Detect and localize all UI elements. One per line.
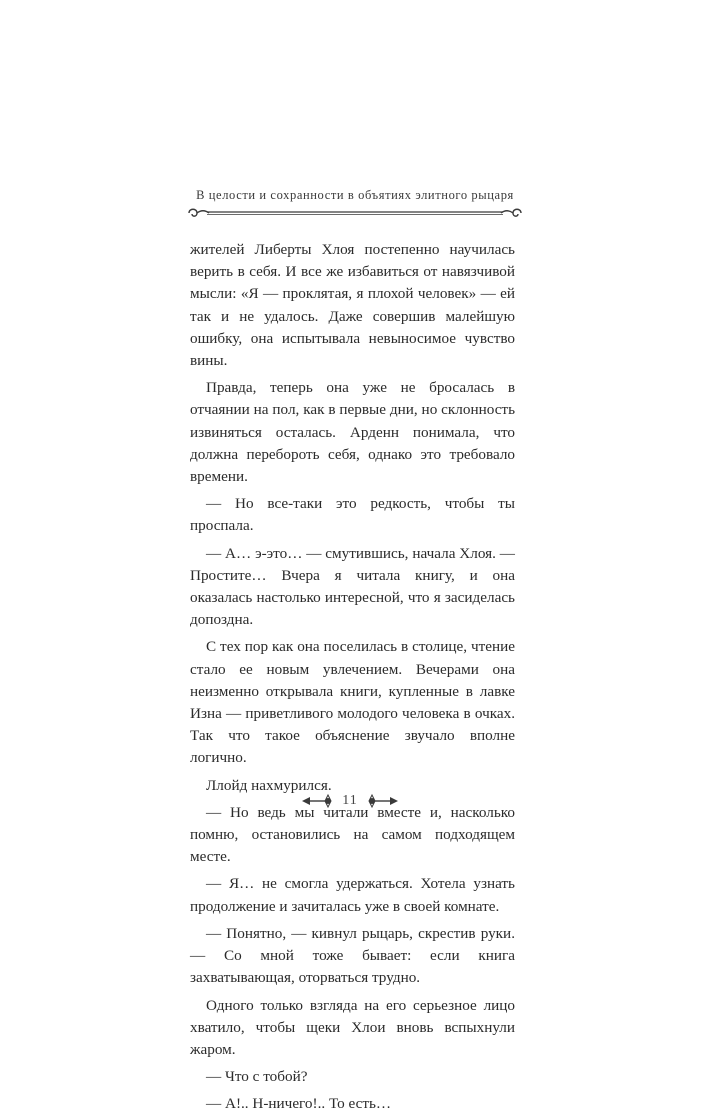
paragraph: — Я… не смогла удержаться. Хотела узнать продолжение и зачиталась уже в своей комнате. (190, 875, 515, 915)
scroll-ornament-icon (185, 206, 525, 220)
paragraph: жителей Либерты Хлоя постепенно научилась верить в себя. И все же избавиться от навязчивой мысли: «Я — проклятая, я плохой человек» — ей так и не удалось. Даже совершив малейшую ошибку, она испытывала невыносимое чувство вины. (190, 241, 515, 370)
paragraph: Ллойд нахмурился. (206, 776, 332, 794)
paragraph: Одного только взгляда на его серьезное лицо хватило, чтобы щеки Хлои вновь вспыхнули жаром. (190, 996, 515, 1058)
paragraph: — Но все-таки это редкость, чтобы ты проспала. (190, 495, 515, 535)
paragraph: — Понятно, — кивнул рыцарь, скрестив руки. — Со мной тоже бывает: если книга захватывающая, оторваться трудно. (190, 924, 515, 987)
running-header (185, 188, 525, 220)
running-title: В целости и сохранности в объятиях элитного рыцаря (196, 188, 514, 202)
paragraph: — А!.. Н-ничего!.. То есть… (206, 1095, 392, 1113)
paragraph: Правда, теперь она уже не бросалась в отчаянии на пол, как в первые дни, но склонность извиняться осталась. Арденн понимала, что должна перебороть себя, однако это требовало времени. (190, 379, 515, 486)
paragraph: С тех пор как она поселилась в столице, чтение стало ее новым увлечением. Вечерами она неизменно открывала книги, купленные в лавке Изна — приветливого молодого человека в очках. Так что такое объяснение звучало вполне логично. (190, 638, 515, 767)
body-text (190, 239, 515, 1116)
paragraph: — А… э-это… — смутившись, начала Хлоя. — Простите… Вчера я читала книгу, и она оказалась настолько интересной, что я засиделась допоздна. (190, 544, 515, 629)
page-folio (290, 790, 410, 812)
paragraph: — Что с тобой? (206, 1068, 308, 1086)
page-number: 11 (342, 793, 358, 808)
fleuron-left-icon (300, 793, 334, 809)
paragraph: — Но ведь мы читали вместе и, насколько помню, остановились на самом подходящем месте. (190, 803, 515, 866)
fleuron-right-icon (366, 793, 400, 809)
